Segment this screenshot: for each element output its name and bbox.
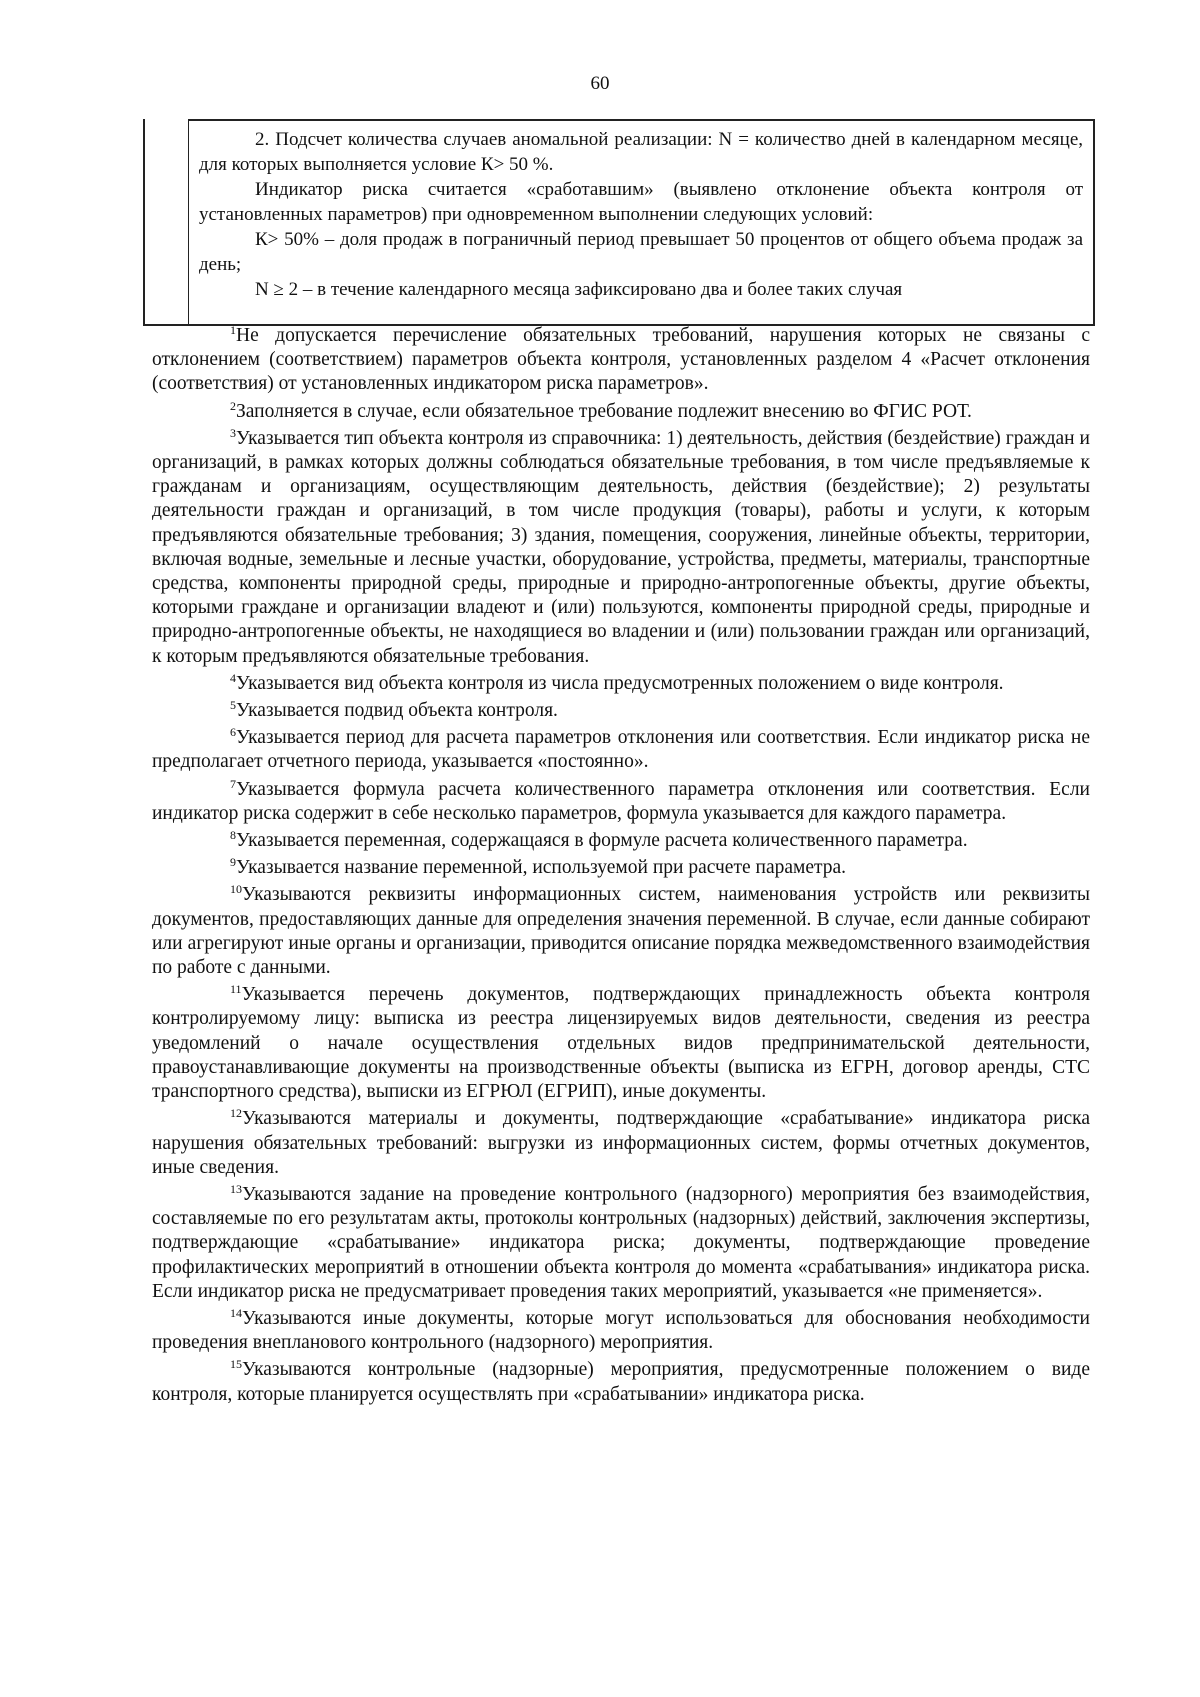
footnote [152, 427, 1090, 669]
footnote [152, 856, 1090, 880]
footnote-mark: 8 [230, 828, 236, 843]
footnote-text: Указываются реквизиты информационных систем, наименования устройств или реквизиты документов, предоставляющих данные для определения значения переменной. В случае, если данные собирают или агрегируют иные органы и организации, приводится описание порядка межведомственного взаимодействия по работе с данными. [152, 884, 1090, 979]
footnote-text: Не допускается перечисление обязательных требований, нарушения которых не связаны с отклонением (соответствием) параметров объекта контроля, установленных разделом 4 «Расчет отклонения (соответствия) от установленных индикатором риска параметров». [152, 325, 1090, 395]
footnote-text: Указывается перечень документов, подтверждающих принадлежность объекта контроля контролируемому лицу: выписка из реестра лицензируемых видов деятельности, сведения из реестра уведомлений о начале осуществления отдельных видов предпринимательской деятельности, правоустанавливающие документы на производственные объекты (выписка из ЕГРН, договор аренды, СТС транспортного средства), выписки из ЕГРЮЛ (ЕГРИП), иные документы. [152, 984, 1090, 1103]
footnote [152, 1358, 1090, 1406]
table-paragraph: N ≥ 2 – в течение календарного месяца зафиксировано два и более таких случая [255, 279, 903, 300]
table-cell-content [189, 119, 1093, 324]
footnote [152, 699, 1090, 723]
footnote-mark: 9 [230, 855, 236, 870]
table-left-column [145, 119, 189, 324]
footnote-text: Указываются контрольные (надзорные) мероприятия, предусмотренные положением о виде контроля, которые планируется осуществлять при «срабатывании» индикатора риска. [152, 1359, 1090, 1405]
table-paragraph: К> 50% – доля продаж в пограничный период превышает 50 процентов от общего объема продаж за день; [199, 229, 1083, 275]
footnote-mark: 5 [230, 698, 236, 713]
footnote-mark: 14 [230, 1305, 242, 1320]
footnote [152, 829, 1090, 853]
footnote-text: Указывается подвид объекта контроля. [236, 700, 558, 722]
footnote-mark: 11 [230, 982, 242, 997]
footnote [152, 983, 1090, 1104]
footnote-text: Указывается вид объекта контроля из числа предусмотренных положением о виде контроля. [236, 672, 1004, 694]
footnote-text: Указывается переменная, содержащаяся в формуле расчета количественного параметра. [236, 830, 968, 852]
footnote-text: Указывается формула расчета количественного параметра отклонения или соответствия. Если индикатор риска содержит в себе несколько параметров, формула указывается для каждого параметра. [152, 778, 1090, 824]
table-paragraph: 2. Подсчет количества случаев аномальной реализации: N = количество дней в календарном месяце, для которых выполняется условие К> 50 %. [199, 129, 1083, 175]
footnote-mark: 7 [230, 776, 236, 791]
footnote [152, 1183, 1090, 1304]
footnote-mark: 2 [230, 398, 236, 413]
footnote-text: Указывается название переменной, используемой при расчете параметра. [236, 857, 847, 879]
page-number: 60 [590, 73, 610, 94]
footnote-mark: 13 [230, 1181, 242, 1196]
table-paragraph: Индикатор риска считается «сработавшим» (выявлено отклонение объекта контроля от установленных параметров) при одновременном выполнении следующих условий: [199, 179, 1083, 225]
footnote-text: Указывается период для расчета параметров отклонения или соответствия. Если индикатор риска не предполагает отчетного периода, указывается «постоянно». [152, 727, 1090, 773]
footnote-mark: 12 [230, 1106, 242, 1121]
footnote-mark: 15 [230, 1357, 242, 1372]
footnote [152, 726, 1090, 774]
footnote-text: Заполняется в случае, если обязательное требование подлежит внесению во ФГИС РОТ. [236, 400, 972, 422]
footnote-mark: 10 [230, 882, 242, 897]
footnote-text: Указываются задание на проведение контрольного (надзорного) мероприятия без взаимодействия, составляемые по его результатам акты, протоколы контрольных (надзорных) действий, заключения экспертизы, подтверждающие «срабатывание» индикатора риска; документы, подтверждающие проведение профилактических мероприятий в отношении объекта контроля до момента «срабатывания» индикатора риска. Если индикатор риска не предусматривает проведения таких мероприятий, указывается «не применяется». [152, 1183, 1090, 1302]
footnote [152, 778, 1090, 826]
footnote-text: Указывается тип объекта контроля из справочника: 1) деятельность, действия (бездействие) граждан и организаций, в рамках которых должны соблюдаться обязательные требования, в том числе предъявляемые к гражданам и организациям, осуществляющим деятельность, действия (бездействие); 2) результаты деятельности граждан и организаций, в том числе продукция (товары), работы и услуги, к которым предъявляются обязательные требования; 3) здания, помещения, сооружения, линейные объекты, территории, включая водные, земельные и лесные участки, оборудование, устройства, предметы, материалы, транспортные средства, компоненты природной среды, природные и природно-антропогенные объекты, другие объекты, которыми граждане и организации владеют и (или) пользуются, компоненты природной среды, природные и природно-антропогенные объекты, не находящиеся во владении и (или) пользовании граждан или организаций, к которым предъявляются обязательные требования. [152, 427, 1090, 667]
footnote [152, 883, 1090, 980]
footnote-mark: 4 [230, 670, 236, 685]
footnote [152, 1307, 1090, 1355]
footnote-text: Указываются материалы и документы, подтверждающие «срабатывание» индикатора риска нарушения обязательных требований: выгрузки из информационных систем, формы отчетных документов, иные сведения. [152, 1108, 1090, 1178]
footnote [152, 324, 1090, 397]
footnotes [152, 324, 1090, 1410]
footnote-mark: 3 [230, 425, 236, 440]
table-fragment [143, 119, 1095, 326]
footnote [152, 1107, 1090, 1180]
footnote [152, 400, 1090, 424]
footnote [152, 672, 1090, 696]
footnote-mark: 6 [230, 725, 236, 740]
footnote-text: Указываются иные документы, которые могут использоваться для обоснования необходимости проведения внепланового контрольного (надзорного) мероприятия. [152, 1307, 1090, 1354]
footnote-mark: 1 [230, 323, 236, 337]
